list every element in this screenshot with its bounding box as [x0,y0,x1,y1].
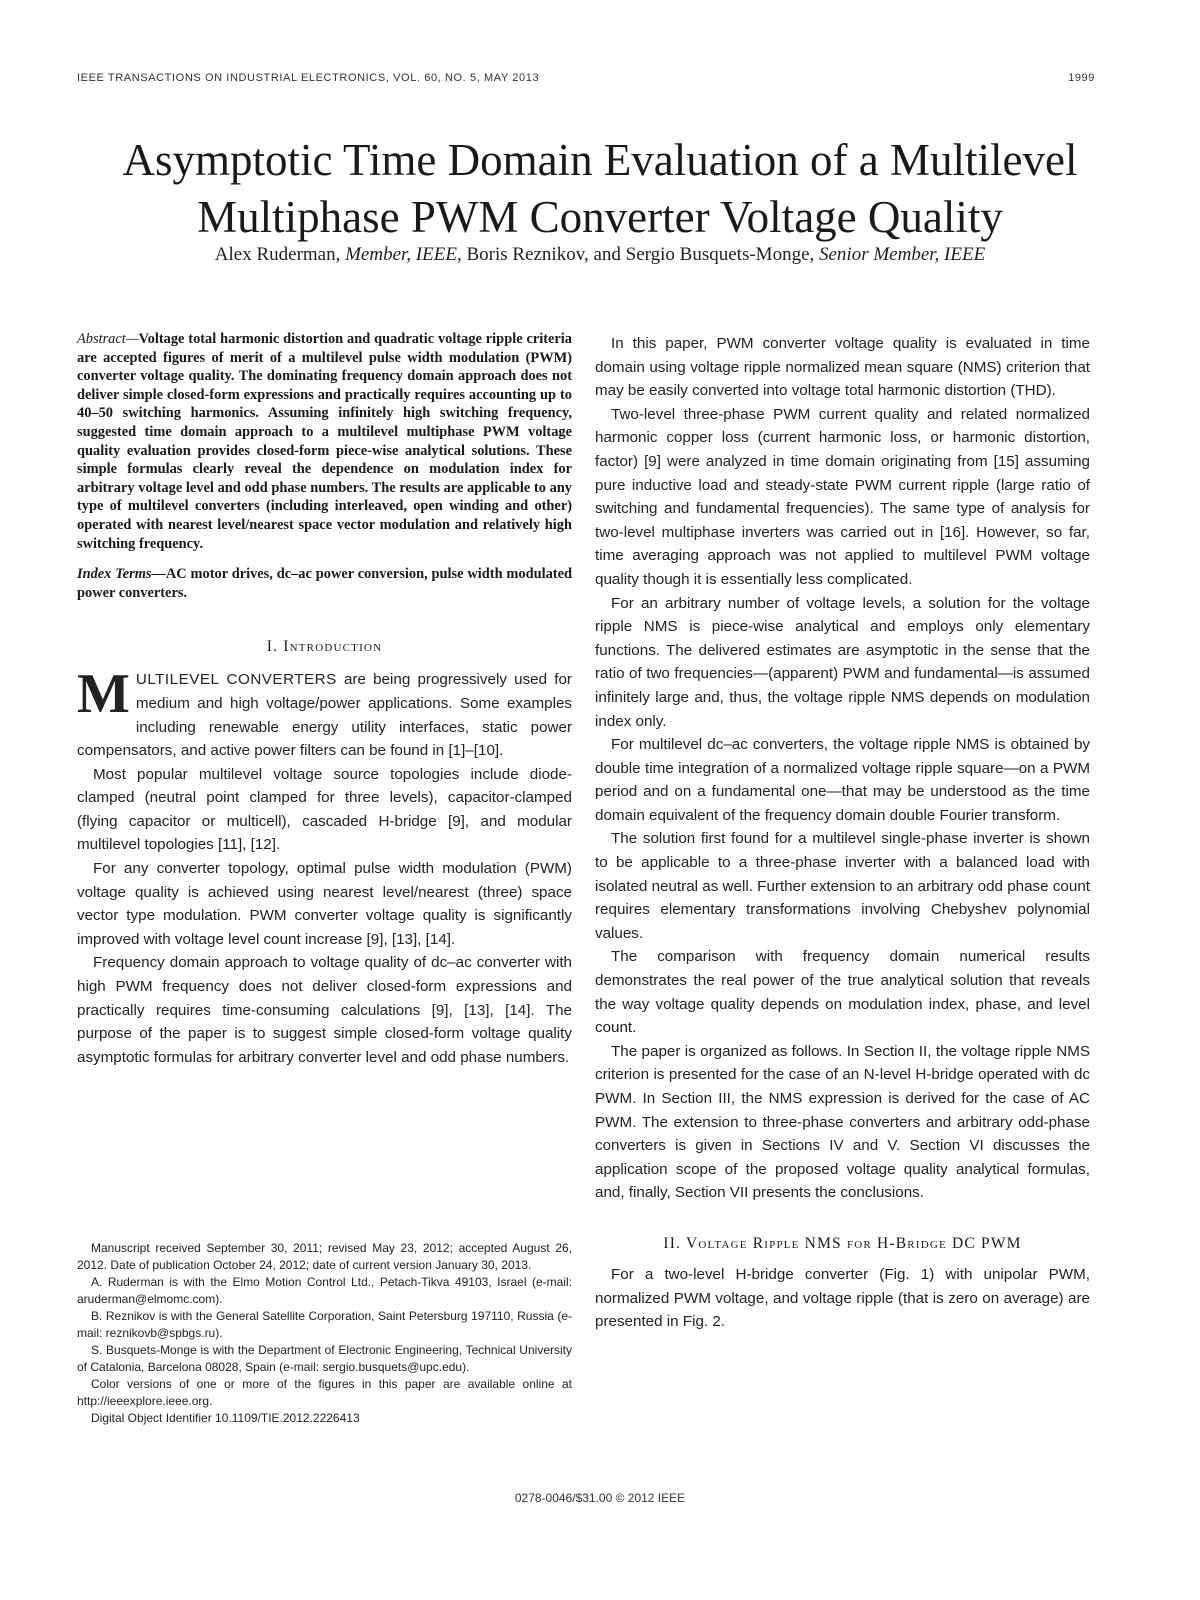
author-1-role: Member, IEEE, [345,244,462,265]
right-paragraph-3: For an arbitrary number of voltage levels, a solution for the voltage ripple NMS is piece-wise analytical and employs only elementary functions. The delivered estimates are asymptotic in the sense that the ratio of two frequencies—(apparent) PWM and fundamental—is assumed infinitely large and, thus, the voltage ripple NMS depends on modulation index only. [595,594,1090,730]
intro-paragraph-2: Most popular multilevel voltage source topologies include diode-clamped (neutral point clamped for three levels), capacitor-clamped (flying capacitor or multicell), cascaded H-bridge [9], and modular multilevel topologies [11], [12]. [77,765,572,854]
section-heading-introduction: I. Introduction [266,638,383,656]
section-heading-2: II. Voltage Ripple NMS for H-Bridge DC PWM [663,1234,1022,1252]
author-1: Alex Ruderman, [214,244,341,265]
right-paragraph-5: The solution first found for a multilevel single-phase inverter is shown to be applicable to a three-phase inverter with a balanced load with isolated neutral as well. Further extension to an arbitrary odd phase count requires elementary transformations involving Chebyshev polynomial values. [595,830,1090,942]
page-number: 1999 [1068,72,1095,84]
left-column [77,330,572,1069]
index-terms-text: AC motor drives, dc–ac power conversion, pulse width modulated power converters. [77,566,572,601]
footnote-manuscript: Manuscript received September 30, 2011; revised May 23, 2012; accepted August 26, 2012. Date of publication October 24, 2012; date of current version January 30, 2013. [77,1241,572,1272]
footnote-doi: Digital Object Identifier 10.1109/TIE.2012.2226413 [91,1411,360,1425]
index-terms-lead: Index Terms— [77,566,166,583]
footnote-color: Color versions of one or more of the figures in this paper are available online at http://ieeexplore.ieee.org. [77,1377,572,1408]
paper-title: Asymptotic Time Domain Evaluation of a Multilevel Multiphase PWM Converter Voltage Quality [122,135,1078,242]
right-paragraph-6: The comparison with frequency domain numerical results demonstrates the real power of the true analytical solution that reveals the way voltage quality depends on modulation index, phase, and level count. [595,948,1090,1037]
intro-caps: ULTILEVEL CONVERTERS [135,671,337,689]
right-column [595,332,1090,1334]
author-3-role: Senior Member, IEEE [819,244,986,265]
copyright-line: 0278-0046/$31.00 © 2012 IEEE [514,1491,686,1505]
right-paragraph-7: The paper is organized as follows. In Section II, the voltage ripple NMS criterion is presented for the case of an N-level H-bridge operated with dc PWM. In Section III, the NMS expression is derived for the case of AC PWM. The extension to three-phase converters and arbitrary odd-phase converters is given in Sections IV and V. Section VI discusses the application scope of the proposed voltage quality analytical formulas, and, finally, Section VII presents the conclusions. [595,1042,1090,1202]
intro-p1-text: are being progressively used for medium and high voltage/power applications. Some examples including renewable energy utility interfaces, static power compensators, and active power filters can be found in [1]–[10]. [77,671,572,760]
abstract-text: Voltage total harmonic distortion and quadratic voltage ripple criteria are accepted figures of merit of a multilevel pulse width modulation (PWM) converter voltage quality. The dominating frequency domain approach does not deliver simple closed-form expressions and practically requires accounting up to 40–50 switching harmonics. Assuming infinitely high switching frequency, suggested time domain approach to a multilevel multiphase PWM voltage quality evaluation provides closed-form piece-wise analytical solutions. These simple formulas clearly reveal the dependence on modulation index for arbitrary voltage level and odd phase numbers. The results are applicable to any type of multilevel converters (including interleaved, open winding and other) operated with nearest level/nearest space vector modulation and relatively high switching frequency. [77,331,572,552]
footnote-author-2: B. Reznikov is with the General Satellite Corporation, Saint Petersburg 197110, Russia (e-mail: reznikovb@spbgs.ru). [77,1309,572,1340]
footnotes [77,1240,572,1427]
author-2-3: Boris Reznikov, and Sergio Busquets-Monge, [466,244,815,265]
abstract [77,330,572,553]
intro-paragraph-1 [77,663,572,762]
footnote-author-1: A. Ruderman is with the Elmo Motion Control Ltd., Petach-Tikva 49103, Israel (e-mail: aruderman@elmomc.com). [77,1275,572,1306]
intro-paragraph-3: For any converter topology, optimal pulse width modulation (PWM) voltage quality is achieved using nearest level/nearest (three) space vector type modulation. PWM converter voltage quality is significantly improved with voltage level count increase [9], [13], [14]. [77,860,572,948]
right-paragraph-2: Two-level three-phase PWM current quality and related normalized harmonic copper loss (current harmonic loss, or harmonic distortion, factor) [9] were analyzed in time domain originating from [15] assuming pure inductive load and steady-state PWM current ripple (large ratio of switching and fundamental frequencies). The same type of analysis for two-level multiphase inverters was carried out in [16]. However, so far, time averaging approach was not applied to multilevel PWM voltage quality though it is essentially less complicated. [595,405,1090,588]
footnote-author-3: S. Busquets-Monge is with the Department of Electronic Engineering, Technical University of Catalonia, Barcelona 08028, Spain (e-mail: sergio.busquets@upc.edu). [77,1343,572,1374]
author-line [60,244,1140,266]
journal-name: IEEE TRANSACTIONS ON INDUSTRIAL ELECTRONICS, VOL. 60, NO. 5, MAY 2013 [77,72,540,84]
right-paragraph-8: For a two-level H-bridge converter (Fig. 1) with unipolar PWM, normalized PWM voltage, and voltage ripple (that is zero on average) are presented in Fig. 2. [595,1265,1090,1331]
index-terms [77,565,572,602]
abstract-lead: Abstract— [77,331,139,347]
right-paragraph-1: In this paper, PWM converter voltage quality is evaluated in time domain using voltage ripple normalized mean square (NMS) criterion that may be easily converted into voltage total harmonic distortion (THD). [595,335,1090,400]
intro-paragraph-4: Frequency domain approach to voltage quality of dc–ac converter with high PWM frequency does not deliver closed-form expressions and practically requires time-consuming calculations [9], [13], [14]. The purpose of the paper is to suggest simple closed-form voltage quality asymptotic formulas for arbitrary converter level and odd phase numbers. [77,954,572,1066]
right-paragraph-4: For multilevel dc–ac converters, the voltage ripple NMS is obtained by double time integration of a normalized voltage ripple square—on a PWM period and on a fundamental one—that may be understood as the time domain equivalent of the frequency domain double Fourier transform. [595,736,1090,824]
drop-cap: M [77,663,130,726]
